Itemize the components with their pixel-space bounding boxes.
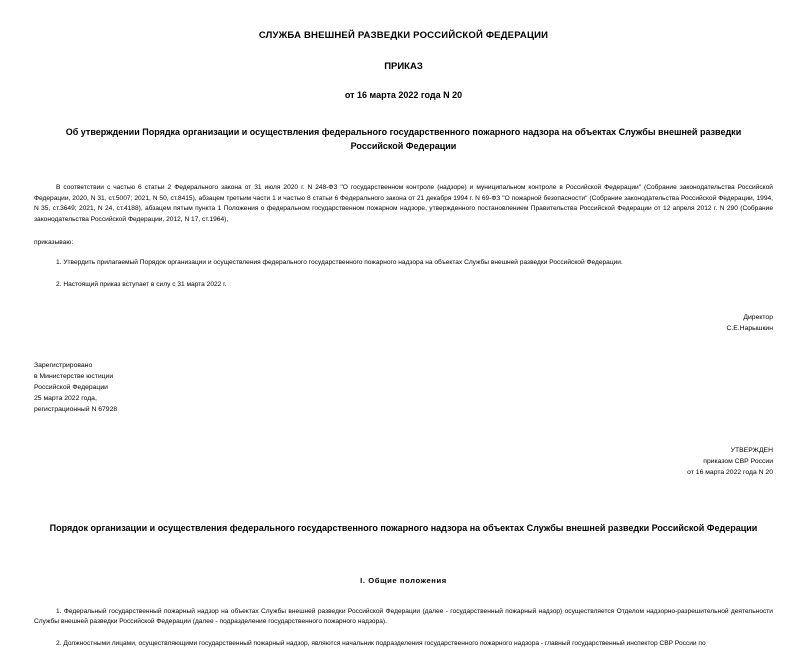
signatory-name: С.Е.Нарышкин (726, 324, 773, 332)
signature-block (34, 313, 773, 335)
registration-block (34, 360, 773, 415)
approval-line-2: приказом СВР России (703, 458, 773, 466)
signatory-position: Директор (743, 313, 773, 321)
organization-title: СЛУЖБА ВНЕШНЕЙ РАЗВЕДКИ РОССИЙСКОЙ ФЕДЕРАЦИИ (258, 30, 549, 41)
section-paragraph-1: 1. Федеральный государственный пожарный надзор на объектах Службы внешней разведки Российской Федерации (далее - государственный пожарный надзор) осуществляется Отделом надзорно-разрешительной деятельности Службы внешней разведки Российской Федерации (далее - подразделение государственного пожарного надзора). (34, 607, 773, 626)
order-item-2: 2. Настоящий приказ вступает в силу с 31 марта 2022 г. (56, 281, 227, 289)
registration-line-5: регистрационный N 67928 (34, 406, 118, 414)
document-subject: Об утверждении Порядка организации и осуществления федерального государственного пожарного надзора на объектах Службы внешней разведки Российской Федерации (65, 127, 742, 151)
document-date: от 16 марта 2022 года N 20 (344, 90, 463, 100)
section-paragraph-2: 2. Должностными лицами, осуществляющими государственный пожарный надзор, являются начальник подразделения государственного пожарного надзора - главный государственный инспектор СВР России по (56, 640, 706, 648)
order-word: приказываю: (34, 239, 74, 247)
registration-line-4: 25 марта 2022 года, (34, 395, 97, 403)
registration-line-1: Зарегистрировано (34, 362, 93, 370)
registration-line-2: в Министерстве юстиции (34, 373, 114, 381)
order-item-1: 1. Утвердить прилагаемый Порядок организации и осуществления федерального государственного пожарного надзора на объектах Службы внешней разведки Российской Федерации. (56, 259, 623, 267)
approval-line-1: УТВЕРЖДЕН (730, 447, 773, 455)
registration-line-3: Российской Федерации (34, 384, 108, 392)
section-heading: I. Общие положения (360, 575, 447, 585)
appendix-title: Порядок организации и осуществления федерального государственного пожарного надзора на объектах Службы внешней разведки Российской Федерации (49, 523, 758, 534)
preamble-paragraph: В соответствии с частью 6 статьи 2 Федерального закона от 31 июля 2020 г. N 248-ФЗ "О государственном контроле (надзоре) и муниципальном контроле в Российской Федерации" (Собрание законодательства Российской Федерации, 2020, N 31, ст.5007; 2021, N 50, ст.8415), абзацем третьим части 1 и частью 8 статьи 6 Федерального закона от 21 декабря 1994 г. N 69-ФЗ "О пожарной безопасности" (Собрание законодательства Российской Федерации, 1994, N 35, ст.3649; 2021, N 24, ст.4188), абзацем пятым пункта 1 Положения о федеральном государственном пожарном надзоре, утвержденного постановлением Правительства Российской Федерации от 12 апреля 2012 г. N 290 (Собрание законодательства Российской Федерации, 2012, N 17, ст.1964), (34, 184, 773, 223)
approval-line-3: от 16 марта 2022 года N 20 (687, 469, 773, 477)
approval-block (34, 445, 773, 478)
document-kind: ПРИКАЗ (384, 61, 423, 72)
